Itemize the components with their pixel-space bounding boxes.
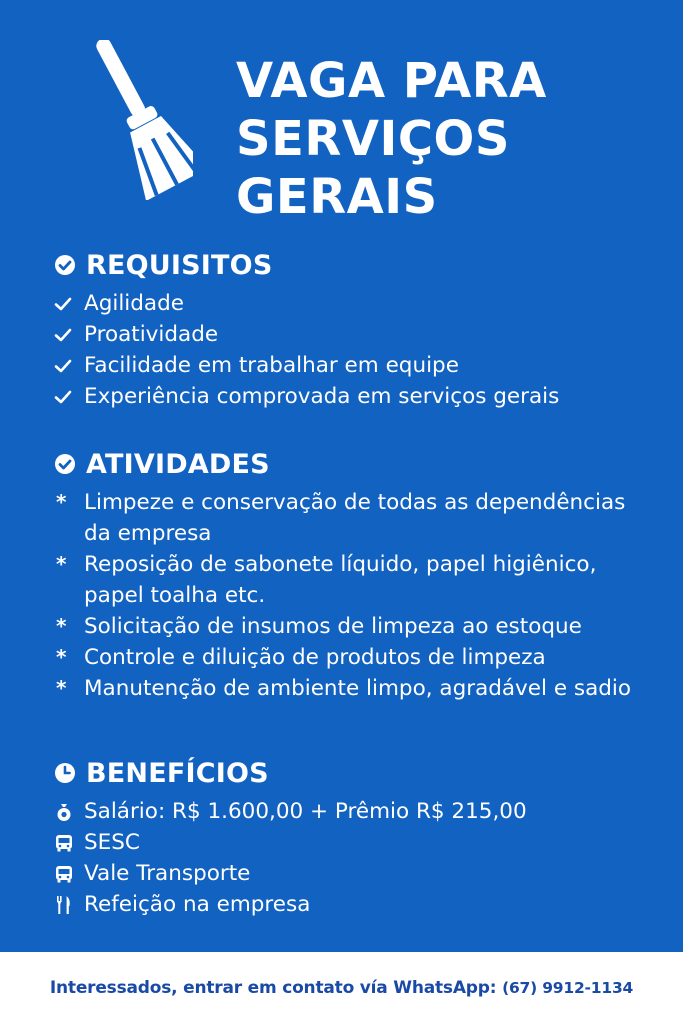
beneficios-header [54, 756, 654, 790]
beneficios-heading: BENEFÍCIOS [86, 757, 269, 789]
bus-icon [54, 833, 74, 853]
bus-icon [54, 864, 74, 884]
asterisk-bullet: * [56, 552, 67, 576]
clock-icon [54, 762, 76, 784]
atividades-list [54, 487, 654, 704]
atividade-text: Manutenção de ambiente limpo, agradável e sadio [84, 676, 632, 701]
list-item [54, 611, 654, 642]
list-item [54, 381, 654, 412]
atividade-text: Controle e diluição de produtos de limpeza [84, 645, 546, 670]
requisitos-header [54, 248, 654, 282]
atividades-header [54, 447, 654, 481]
requisito-text: Experiência comprovada em serviços gerais [84, 384, 560, 409]
money-bag-icon [54, 802, 74, 822]
beneficio-text: Refeição na empresa [84, 892, 311, 917]
list-item [54, 858, 654, 889]
beneficio-text: Salário: R$ 1.600,00 + Prêmio R$ 215,00 [84, 799, 527, 824]
list-item [54, 549, 654, 611]
check-circle-icon [54, 453, 76, 475]
broom-icon [58, 40, 193, 200]
list-item [54, 350, 654, 381]
list-item [54, 827, 654, 858]
beneficio-text: SESC [84, 830, 140, 855]
whatsapp-number[interactable]: (67) 9912-1134 [502, 979, 634, 997]
requisitos-section [54, 248, 654, 412]
poster-title [236, 52, 547, 226]
check-circle-icon [54, 254, 76, 276]
checkmark-icon [54, 295, 72, 313]
title-line-2: SERVIÇOS [236, 111, 510, 167]
atividade-text: Limpeze e conservação de todas as dependências da empresa [84, 490, 626, 546]
beneficio-text: Vale Transporte [84, 861, 251, 886]
list-item [54, 796, 654, 827]
title-line-3: GERAIS [236, 169, 438, 225]
requisito-text: Proatividade [84, 322, 219, 347]
atividades-heading: ATIVIDADES [86, 448, 270, 480]
requisitos-list [54, 288, 654, 412]
asterisk-bullet: * [56, 676, 67, 700]
atividade-text: Solicitação de insumos de limpeza ao estoque [84, 614, 582, 639]
asterisk-bullet: * [56, 645, 67, 669]
contact-line [50, 978, 633, 998]
requisito-text: Facilidade em trabalhar em equipe [84, 353, 459, 378]
fork-knife-icon [54, 895, 74, 915]
requisitos-heading: REQUISITOS [86, 249, 273, 281]
asterisk-bullet: * [56, 490, 67, 514]
contact-footer [0, 952, 683, 1024]
list-item [54, 642, 654, 673]
checkmark-icon [54, 388, 72, 406]
checkmark-icon [54, 357, 72, 375]
checkmark-icon [54, 326, 72, 344]
contact-text: Interessados, entrar em contato vía WhatsApp: [49, 978, 497, 998]
title-line-1: VAGA PARA [236, 53, 547, 109]
list-item [54, 673, 654, 704]
beneficios-list [54, 796, 654, 920]
asterisk-bullet: * [56, 614, 67, 638]
list-item [54, 487, 654, 549]
list-item [54, 288, 654, 319]
list-item [54, 889, 654, 920]
atividade-text: Reposição de sabonete líquido, papel higiênico, papel toalha etc. [84, 552, 597, 608]
atividades-section [54, 447, 654, 704]
requisito-text: Agilidade [84, 291, 184, 316]
list-item [54, 319, 654, 350]
beneficios-section [54, 756, 654, 920]
